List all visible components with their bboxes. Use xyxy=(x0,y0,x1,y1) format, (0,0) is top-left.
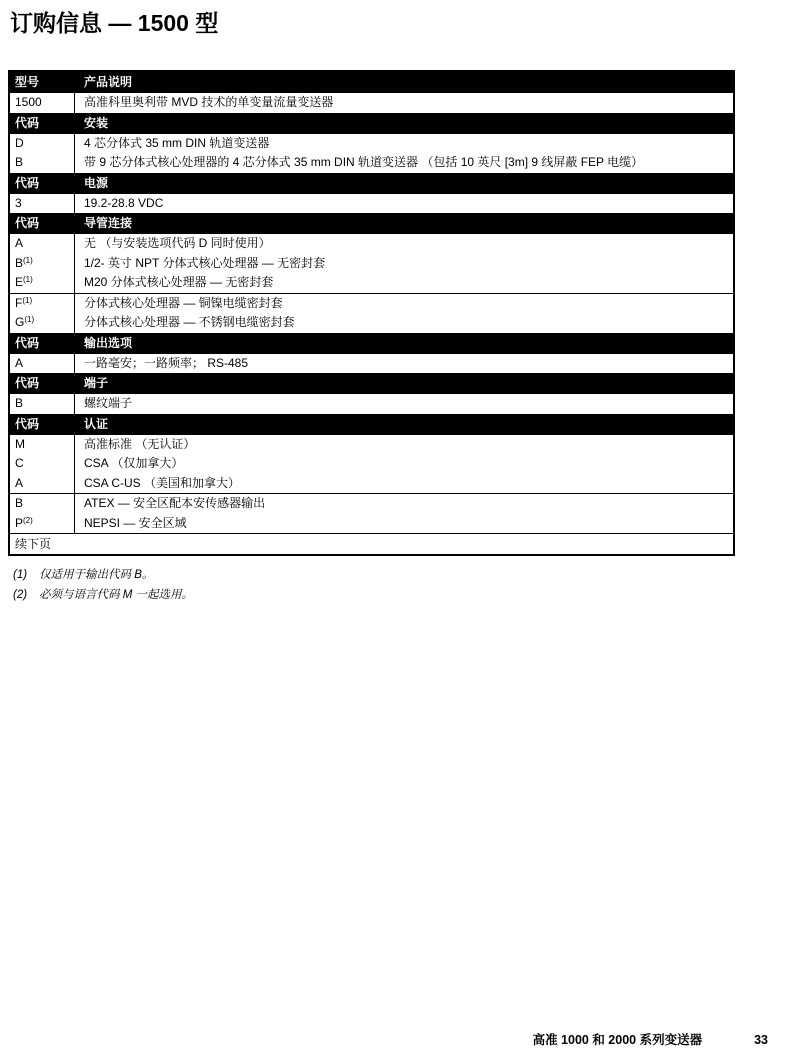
code-value: B xyxy=(15,396,24,410)
table-row xyxy=(10,435,733,455)
footer-page-number: 33 xyxy=(754,1033,768,1047)
code-value: B xyxy=(15,155,24,169)
code-value: A xyxy=(15,355,24,370)
ordering-table xyxy=(8,70,735,556)
code-value: B xyxy=(15,496,24,510)
page-title: 订购信息 — 1500 型 xyxy=(10,10,219,36)
section-header-row xyxy=(10,333,733,354)
table-row xyxy=(10,394,733,414)
description-cell: 1/2- 英寸 NPT 分体式核心处理器 — 无密封套 xyxy=(84,255,326,270)
description-cell: 4 芯分体式 35 mm DIN 轨道变送器 xyxy=(84,135,270,150)
section-code-label: 代码 xyxy=(10,213,75,234)
footnote-marker: (2) xyxy=(13,589,28,601)
code-cell xyxy=(10,153,75,173)
code-cell xyxy=(10,294,75,314)
code-cell xyxy=(10,514,75,534)
table-row xyxy=(10,493,733,514)
table-row xyxy=(10,254,733,274)
description-cell: 分体式核心处理器 — 铜镍电缆密封套 xyxy=(84,295,283,310)
code-cell xyxy=(10,254,75,274)
code-footnote-ref: (1) xyxy=(23,275,33,284)
code-value: C xyxy=(15,456,24,470)
code-value: A xyxy=(15,475,24,490)
section-code-label: 代码 xyxy=(10,373,75,394)
code-value: B xyxy=(15,255,24,270)
description-cell: CSA C-US （美国和加拿大） xyxy=(84,475,241,490)
code-value: 3 xyxy=(15,195,22,210)
code-cell xyxy=(10,234,75,254)
section-header-row xyxy=(10,213,733,234)
description-cell: 分体式核心处理器 — 不锈钢电缆密封套 xyxy=(84,315,295,329)
table-row xyxy=(10,474,733,494)
description-cell: 19.2-28.8 VDC xyxy=(84,195,164,210)
description-cell: 螺纹端子 xyxy=(84,396,133,410)
code-cell xyxy=(10,454,75,474)
continuation-row: 续下页 xyxy=(10,533,733,554)
code-value: D xyxy=(15,135,24,150)
section-header-row xyxy=(10,373,733,394)
section-code-label: 代码 xyxy=(10,414,75,435)
code-cell xyxy=(10,93,75,113)
table-row xyxy=(10,234,733,254)
code-cell xyxy=(10,354,75,374)
code-footnote-ref: (1) xyxy=(22,295,33,305)
description-cell: ATEX — 安全区配本安传感器输出 xyxy=(84,496,266,510)
table-row xyxy=(10,514,733,534)
code-footnote-ref: (1) xyxy=(24,315,35,324)
code-cell xyxy=(10,474,75,494)
description-cell: M20 分体式核心处理器 — 无密封套 xyxy=(84,275,274,289)
description-cell: CSA （仅加拿大） xyxy=(84,456,184,470)
section-title: 端子 xyxy=(84,376,109,390)
code-cell xyxy=(10,313,75,333)
footnote-marker: (1) xyxy=(13,569,28,581)
table-row xyxy=(10,454,733,474)
description-cell: 高准标准 （无认证） xyxy=(84,436,196,451)
code-cell xyxy=(10,394,75,414)
code-value: F xyxy=(15,295,23,310)
code-cell xyxy=(10,435,75,455)
code-value: P xyxy=(15,515,24,530)
section-header-row xyxy=(10,113,733,134)
code-cell xyxy=(10,194,75,214)
code-value: M xyxy=(15,436,25,451)
section-code-label: 代码 xyxy=(10,113,75,134)
section-code-label: 型号 xyxy=(10,72,75,93)
code-value: A xyxy=(15,236,24,250)
section-title: 产品说明 xyxy=(84,75,133,89)
table-row xyxy=(10,194,733,214)
footnotes xyxy=(13,565,785,605)
table-row xyxy=(10,93,733,113)
table-row xyxy=(10,153,733,173)
section-title: 安装 xyxy=(84,115,109,130)
description-cell: NEPSI — 安全区域 xyxy=(84,515,187,530)
section-title: 输出选项 xyxy=(84,335,133,350)
section-header-row xyxy=(10,414,733,435)
description-cell: 带 9 芯分体式核心处理器的 4 芯分体式 35 mm DIN 轨道变送器 （包括 10 英尺 [3m] 9 线屏蔽 FEP 电缆） xyxy=(84,155,644,169)
description-cell: 高准科里奥利带 MVD 技术的单变量流量变送器 xyxy=(84,95,334,109)
code-footnote-ref: (1) xyxy=(23,255,33,265)
footnote-2 xyxy=(13,585,785,605)
table-row xyxy=(10,293,733,314)
section-header-row xyxy=(10,173,733,194)
code-cell xyxy=(10,273,75,293)
code-value: G xyxy=(15,315,25,329)
table-row xyxy=(10,354,733,374)
description-cell: 一路毫安；一路频率； RS-485 xyxy=(84,355,249,370)
table-row xyxy=(10,134,733,154)
section-code-label: 代码 xyxy=(10,333,75,354)
footnote-1 xyxy=(13,565,785,585)
section-title: 认证 xyxy=(84,416,109,431)
description-cell: 无 （与安装选项代码 D 同时使用） xyxy=(84,236,271,250)
code-value: E xyxy=(15,275,24,289)
footer-series-title: 高准 1000 和 2000 系列变送器 xyxy=(532,1033,703,1047)
code-cell xyxy=(10,494,75,514)
code-footnote-ref: (2) xyxy=(23,515,33,525)
section-title: 导管连接 xyxy=(84,216,133,230)
table-row xyxy=(10,273,733,293)
section-code-label: 代码 xyxy=(10,173,75,194)
section-title: 电源 xyxy=(84,175,109,190)
code-value: 1500 xyxy=(15,95,42,109)
table-row xyxy=(10,313,733,333)
code-cell xyxy=(10,134,75,154)
footnote-text: 仅适用于输出代码 B。 xyxy=(39,569,154,581)
footnote-text: 必须与语言代码 M 一起选用。 xyxy=(39,589,193,601)
page-footer xyxy=(533,1032,768,1048)
section-header-row xyxy=(10,72,733,93)
